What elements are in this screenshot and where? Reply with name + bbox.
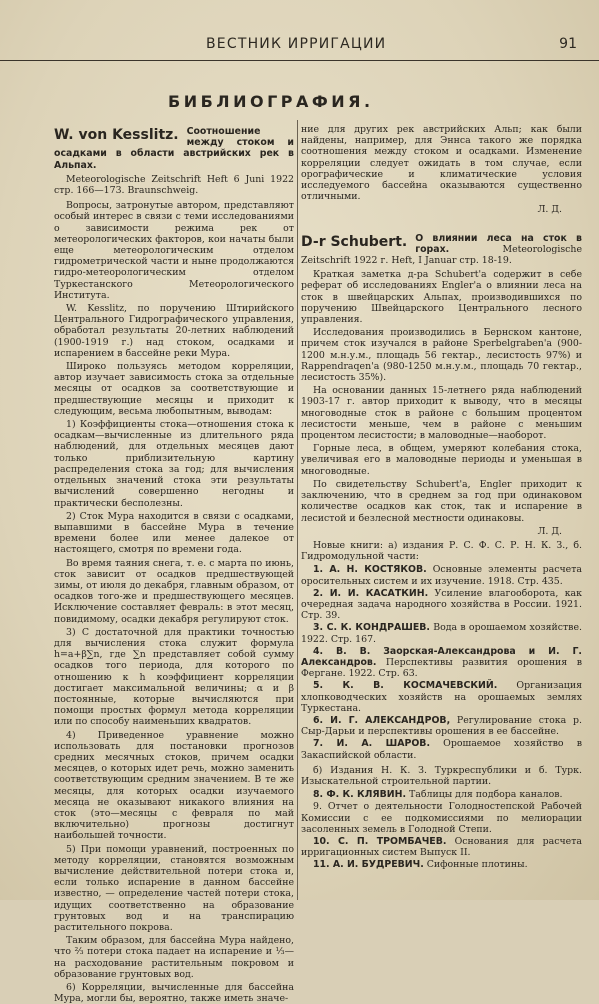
book-author: 1. А. Н. КОСТЯКОВ. bbox=[313, 564, 427, 576]
new-books-intro: Новые книги: а) издания Р. С. Ф. С. Р. Н. К. З., б. Гидромодульной части: bbox=[301, 539, 582, 563]
signature: Л. Д. bbox=[537, 204, 562, 216]
paragraph: W. Kesslitz, по поручению Штирийского Центрального Гидрографического управления, обработал результаты 20-летних наблюдений (1900-1919 г.) над стоком, осадками и испарением в бассейне реки Мура. bbox=[54, 303, 294, 359]
book-title: 9. Отчет о деятельности Голодностепской Рабочей Комиссии с ее подкомиссиями по мелиорации засоленных земель в Голодной Степи. bbox=[301, 801, 582, 835]
book-title: Основания для расчета ирригационных систем Выпуск II. bbox=[301, 835, 582, 859]
paragraph: Горные леса, в общем, умеряют колебания стока, увеличивая его в маловодные периоды и уменьшая в многоводные. bbox=[301, 443, 582, 477]
paragraph: 3) С достаточной для практики точностью для вычисления стока служит формула h=a+β∑n, где ∑n представляет собой сумму осадков того периода, для которого по отношению к h коэффициент корреляции достигает максимальной величины; α и β постоянные, которые вычисляются при помощи простых формул метода корреляции или по способу наименьших квадратов. bbox=[54, 626, 294, 728]
book-title: Сифонные плотины. bbox=[426, 859, 528, 871]
review-author: D-r Schubert. bbox=[301, 233, 408, 250]
book-author: 2. И. И. КАСАТКИН. bbox=[313, 587, 429, 599]
signature: Л. Д. bbox=[537, 525, 562, 537]
paragraph: 6) Корреляции, вычисленные для бассейна Мура, могли бы, вероятно, также иметь значе- bbox=[54, 982, 294, 1004]
list-item bbox=[301, 680, 582, 714]
paragraph: 2) Сток Мура находится в связи с осадками, выпавшими в бассейне Мура в течение времени более или менее далекое от настоящего, смотря по времени года. bbox=[54, 510, 294, 556]
review-entry-header bbox=[54, 126, 294, 171]
list-item bbox=[301, 801, 582, 835]
book-author: 3. С. К. КОНДРАШЕВ. bbox=[313, 622, 430, 634]
list-item bbox=[301, 622, 582, 644]
list-item bbox=[301, 859, 582, 870]
list-item bbox=[301, 588, 582, 622]
book-title: Таблицы для подбора каналов. bbox=[409, 789, 563, 801]
page-number: 91 bbox=[559, 36, 577, 52]
book-title: Организация хлопководческих хозяйств на орошаемых землях Туркестана. bbox=[301, 680, 583, 714]
left-column bbox=[54, 124, 294, 1004]
list-item bbox=[301, 836, 582, 858]
subsection-heading: б) Издания Н. К. З. Туркреспублики и б. Турк. Изыскательной строительной партии. bbox=[301, 764, 582, 787]
book-author: 5. К. В. КОСМАЧЕВСКИЙ. bbox=[313, 680, 498, 692]
section-title: БИБЛИОГРАФИЯ. bbox=[168, 92, 374, 111]
list-item bbox=[301, 789, 582, 800]
list-item bbox=[301, 738, 582, 760]
running-header bbox=[0, 34, 599, 61]
book-list-b bbox=[301, 789, 582, 870]
book-title: Регулирование стока р. Сыр-Дарьи и перспективы орошения в ее бассейне. bbox=[301, 714, 582, 738]
paragraph: По свидетельству Schubert'а, Engler приходит к заключению, что в среднем за год при одинаковом количестве осадков как сток, так и испарение в лесистой и безлесной местности одинаковы. bbox=[301, 478, 582, 524]
list-item bbox=[301, 715, 582, 737]
spacer bbox=[301, 219, 582, 231]
book-author: 7. И. А. ШАРОВ. bbox=[313, 738, 431, 750]
book-title: Вода в орошаемом хозяйстве. 1922. Стр. 167. bbox=[301, 622, 582, 645]
review-author: W. von Kesslitz. bbox=[54, 127, 179, 143]
book-title: Орошаемое хозяйство в Закаспийской области. bbox=[301, 738, 582, 761]
review-source: Meteorologische Zeitschrift 1922 г. Heft, I Januar стр. 18-19. bbox=[301, 243, 582, 267]
book-title: Основные элементы расчета оросительных систем и их изучение. 1918. Стр. 435. bbox=[301, 564, 582, 587]
book-author: 4. В. В. Заорская-Александрова и И. Г. Александров. bbox=[301, 645, 582, 668]
review-entry-header bbox=[301, 233, 582, 267]
book-author: 6. И. Г. АЛЕКСАНДРОВ, bbox=[313, 714, 451, 726]
paragraph: Таким образом, для бассейна Мура найдено, что ⅔ потери стока падает на испарение и ⅓—на расходование растительным покровом и образование грунтовых вод. bbox=[54, 935, 294, 980]
right-column bbox=[301, 124, 582, 896]
journal-title: ВЕСТНИК ИРРИГАЦИИ bbox=[206, 36, 387, 52]
book-list bbox=[301, 564, 582, 760]
review-title: Соотношение между стоком и осадками в области австрийских рек в Альпах. bbox=[54, 126, 294, 171]
book-title: Перспективы развития орошения в Фергане. 1922. Стр. 63. bbox=[301, 656, 582, 680]
paragraph: На основании данных 15-летнего ряда наблюдений 1903-17 г. автор приходит к выводу, что в месяцы многоводные сток в районе с большим процентом лесистости меньше, чем в районе с меньшим процентом лесистости; в маловодные—наоборот. bbox=[301, 385, 582, 442]
review-title: О влиянии леса на сток в горах. bbox=[415, 232, 582, 255]
book-author: 8. Ф. К. КЛЯВИН. bbox=[313, 789, 407, 801]
paragraph: Вопросы, затронутые автором, представляют особый интерес в связи с теми исследованиями о зависимости режима рек от метеорологических факторов, кои начаты были еще метеорологическим отделом гидрометрической части и ныне продолжаются гидро-метеорологическим отделом Туркестанского Метеорологического Института. bbox=[54, 200, 294, 301]
review-source: Meteorologische Zeitschrift Heft 6 Juni 1922 стр. 166—173. Braunschweig. bbox=[54, 173, 294, 197]
book-title: Усиление влагооборота, как очередная задача народного хозяйства в России. 1921. Стр. 39. bbox=[301, 587, 583, 622]
list-item bbox=[301, 564, 582, 586]
paragraph: Широко пользуясь методом корреляции, автор изучает зависимость стока за отдельные месяцы от осадков за соответствующие и предшествующие месяцы и приходит к следующим, весьма любопытным, выводам: bbox=[54, 361, 294, 417]
paragraph: 1) Коэффициенты стока—отношения стока к осадкам—вычисленные из длительного ряда наблюдений, для отдельных месяцев дают только приблизительную картину распределения стока за год; для вычисления отдельных значений стока эти результаты вычислений совершенно негодны и практически бесполезны. bbox=[54, 419, 294, 509]
column-divider bbox=[297, 120, 298, 900]
book-author: 11. А. И. БУДРЕВИЧ. bbox=[313, 859, 424, 871]
paragraph-continuation: ние для других рек австрийских Альп; как были найдены, например, для Эннса такого же порядка соотношения между стоком и осадками. Изменение корреляции следует ожидать в том случае, если орографические и климатические условия исследуемого бассейна оказываются существенно отличными. bbox=[301, 124, 582, 203]
book-author: 10. С. П. ТРОМБАЧЕВ. bbox=[313, 835, 447, 847]
paragraph: Краткая заметка д-ра Schubert'а содержит в себе реферат об исследованиях Engler'а о влиянии леса на сток в швейцарских Альпах, производившихся по поручению Швейцарского Центрального лесного управления. bbox=[301, 269, 582, 326]
list-item bbox=[301, 646, 582, 680]
paragraph: 4) Приведенное уравнение можно использовать для постановки прогнозов средних месячных стоков, причем осадки месяцев, о которых идет речь, можно заменить соответствующим средним значением. В те же месяцы, для которых осадки изучаемого месяца не оказывают никакого влияния на сток (это—месяцы с февраля по май включительно) прогнозы достигнут наибольшей точности. bbox=[54, 729, 294, 842]
paragraph: 5) При помощи уравнений, построенных по методу корреляции, становятся возможным вычисление действительной потери стока и, если только испарение в данном бассейне известно, — определение частей потери стока, идущих соответственно на образование грунтовых вод и на транспирацию растительного покрова. bbox=[54, 843, 294, 934]
paragraph: Исследования производились в Бернском кантоне, причем сток изучался в районе Sperbelgraben'а (900-1200 м.н.у.м., площадь 56 гектар., лесистость 97%) и Rappendraqen'а (980-1250 м.н.у.м., площадь 70 гектар., лесистость 35%). bbox=[301, 327, 582, 384]
paragraph: Во время таяния снега, т. е. с марта по июнь, сток зависит от осадков предшествующей зимы, от июля до декабря, главным образом, от осадков того-же и предшествующего месяцев. Исключение составляет февраль: в этот месяц, повидимому, осадки декабря регулируют сток. bbox=[54, 557, 294, 625]
